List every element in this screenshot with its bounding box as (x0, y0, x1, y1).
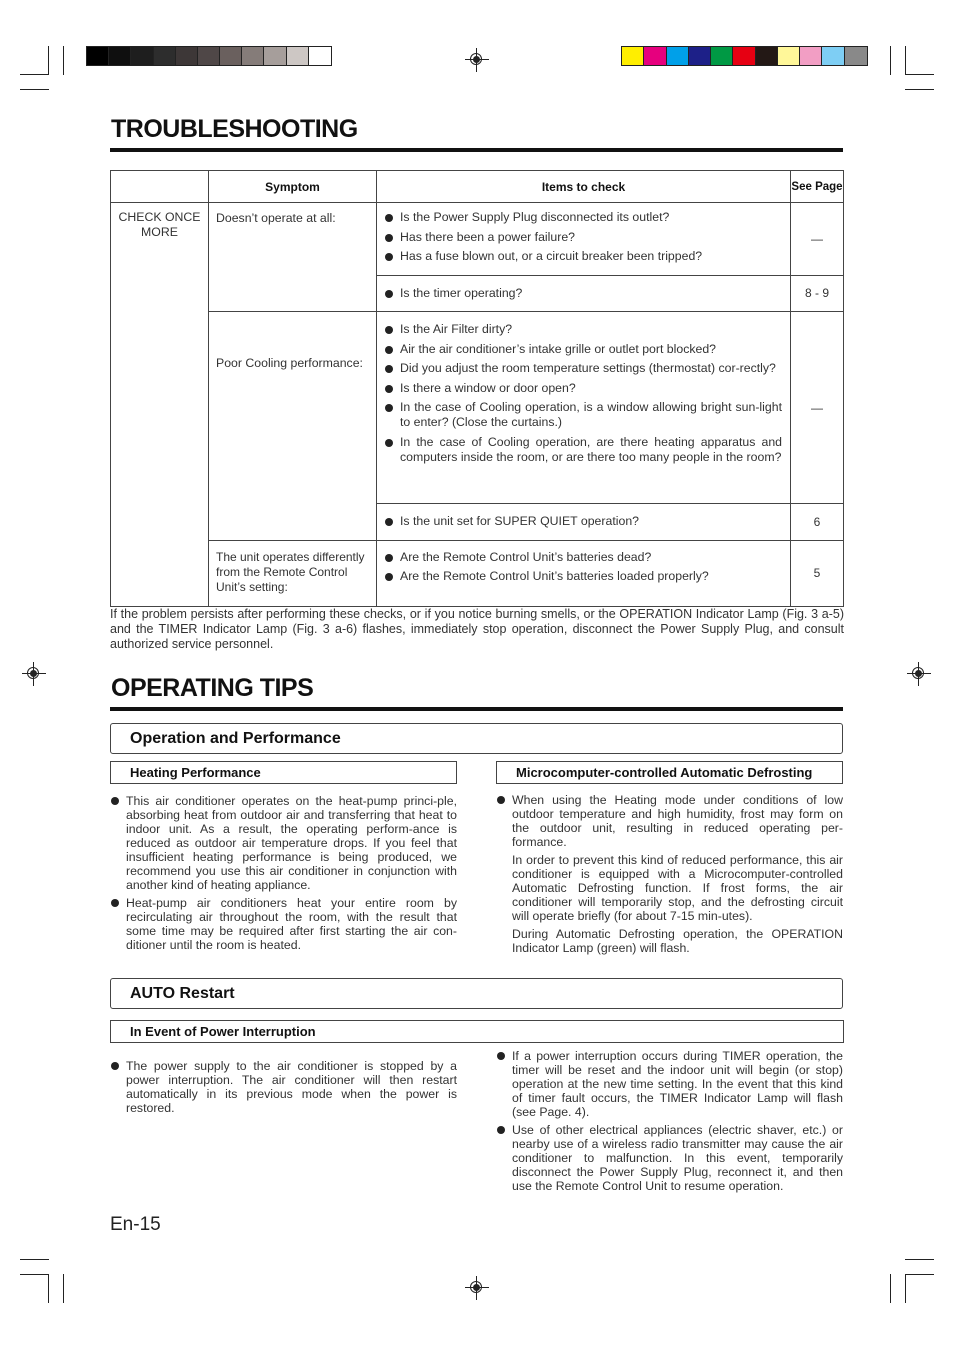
page-ref: 8 - 9 (791, 275, 844, 312)
check-list (377, 312, 790, 475)
operation-performance-heading: Operation and Performance (110, 723, 843, 754)
list-item (497, 793, 843, 955)
registration-mark-icon (907, 662, 931, 686)
list-item: This air conditioner operates on the heat-pump princi-ple, absorbing heat from outdoor air and transferring that heat to indoor unit. As a result, the operating perform-ance is reduced as outdoor air temperature drops. If you feel that insufficient heating performance is being produced, we recommend you use this air conditioner in conjunction with another kind of heating appliance. (111, 794, 457, 892)
symptom-cell (209, 203, 377, 312)
list-item: Is the unit set for SUPER QUIET operation? (385, 514, 782, 529)
list-item: Heat-pump air conditioners heat your entire room by recirculating air throughout the room, with the result that some time may be required after first starting the air con-ditioner until the room is heated. (111, 896, 457, 952)
check-list (377, 504, 790, 540)
list-item: Is the Air Filter dirty? (385, 322, 782, 337)
list-item: Is the timer operating? (385, 286, 782, 301)
check-list (377, 203, 790, 275)
header-blank (111, 171, 209, 203)
color-swatch (822, 47, 844, 65)
registration-mark-icon (465, 48, 489, 72)
color-swatch (131, 47, 153, 65)
color-swatch (264, 47, 286, 65)
list-item: The power supply to the air conditioner is stopped by a power interruption. The air conditioner will then restart automatically in its previous mode when the power is restored. (111, 1059, 457, 1115)
color-swatch (87, 47, 109, 65)
list-item: In the case of Cooling operation, is a window allowing bright sun-light to enter? (Close the curtains.) (385, 400, 782, 430)
color-swatch (287, 47, 309, 65)
page-ref: 6 (791, 504, 844, 541)
color-swatch (176, 47, 198, 65)
color-swatch (242, 47, 264, 65)
symptom-label: Doesn’t operate at all: (216, 211, 336, 225)
table-row (111, 203, 844, 276)
color-swatch (800, 47, 822, 65)
items-cell (377, 504, 791, 541)
color-swatch (644, 47, 666, 65)
symptom-cell (209, 540, 377, 606)
check-list (377, 541, 790, 595)
auto-restart-heading: AUTO Restart (110, 978, 843, 1009)
defrost-paragraph: During Automatic Defrosting operation, the OPERATION Indicator Lamp (green) will flash. (512, 927, 843, 955)
list-item: Air the air conditioner’s intake grille or outlet port blocked? (385, 342, 782, 357)
check-list (377, 276, 790, 312)
list-item: Use of other electrical appliances (electric shaver, etc.) or nearby use of a wireless radio transmitter may cause the air conditioner to malfunction. In this event, temporarily disconnect the Power Supply Plug, reconnect it, and then use the Remote Control Unit to resume operation. (497, 1123, 843, 1193)
list-item: If a power interruption occurs during TIMER operation, the timer will be reset and the indoor unit will begin (or stop) operation at the new time setting. In the event that this kind of timer fault occurs, the TIMER Indicator Lamp will flash (see Page. 4). (497, 1049, 843, 1119)
heating-performance-subheading: Heating Performance (110, 761, 457, 784)
color-swatch (622, 47, 644, 65)
header-page: See Page (791, 171, 844, 203)
color-swatch (845, 47, 867, 65)
table-row (111, 312, 844, 504)
table-header-row (111, 171, 844, 203)
defrost-paragraph: When using the Heating mode under conditions of low outdoor temperature and high humidity, frost may form on the outdoor unit, resulting in reduced operating per-formance. (512, 793, 843, 849)
items-cell (377, 312, 791, 504)
list-item: In the case of Cooling operation, are there heating apparatus and computers inside the room, or are there too many people in the room? (385, 435, 782, 465)
registration-mark-icon (22, 662, 46, 686)
list-item: Did you adjust the room temperature settings (thermostat) cor-rectly? (385, 361, 782, 376)
restart-left-list (111, 1059, 457, 1119)
symptom-label: The unit operates differently from the Remote Control Unit’s setting: (216, 549, 365, 594)
color-swatch (689, 47, 711, 65)
operating-tips-title: OPERATING TIPS (111, 674, 314, 702)
list-item: Is the Power Supply Plug disconnected its outlet? (385, 210, 782, 225)
power-interruption-subheading: In Event of Power Interruption (110, 1020, 844, 1043)
items-cell (377, 275, 791, 312)
color-swatch (733, 47, 755, 65)
defrost-paragraph: In order to prevent this kind of reduced performance, this air conditioner is equipped with a Microcomputer-controlled Automatic Defrosting function. If frost forms, the air conditioner will temporarily stop, and the defrosting circuit will operate briefly (for about 7-15 min-utes). (512, 853, 843, 923)
symptom-cell (209, 312, 377, 541)
page-ref: — (791, 312, 844, 504)
grayscale-calibration-bar (86, 46, 332, 66)
troubleshooting-table (110, 170, 844, 607)
color-swatch (778, 47, 800, 65)
items-cell (377, 203, 791, 276)
list-item: Has there been a power failure? (385, 230, 782, 245)
troubleshooting-note: If the problem persists after performing these checks, or if you notice burning smells, or the OPERATION Indicator Lamp (Fig. 3 a-5) and the TIMER Indicator Lamp (Fig. 3 a-6) flashes, immediately stop operation, disconnect the Power Supply Plug, and consult authorized service personnel. (110, 607, 844, 651)
category-cell (111, 203, 209, 607)
auto-defrost-subheading: Microcomputer-controlled Automatic Defrosting (496, 761, 843, 784)
page-number: En-15 (110, 1214, 161, 1235)
list-item: Is there a window or door open? (385, 381, 782, 396)
list-item: Has a fuse blown out, or a circuit breaker been tripped? (385, 249, 782, 264)
section-rule (110, 148, 843, 152)
header-symptom: Symptom (209, 171, 377, 203)
section-rule (110, 707, 843, 711)
registration-mark-icon (465, 1276, 489, 1300)
symptom-label: Poor Cooling performance: (216, 356, 363, 370)
color-swatch (220, 47, 242, 65)
defrost-bullet-list (497, 793, 843, 959)
color-swatch (711, 47, 733, 65)
heating-bullet-list (111, 794, 457, 956)
color-swatch (154, 47, 176, 65)
list-item: Are the Remote Control Unit’s batteries loaded properly? (385, 569, 782, 584)
items-cell (377, 540, 791, 606)
page-ref: — (791, 203, 844, 276)
category-label: CHECK ONCE MORE (118, 210, 201, 239)
list-item: Are the Remote Control Unit’s batteries dead? (385, 550, 782, 565)
troubleshooting-title: TROUBLESHOOTING (111, 115, 358, 143)
table-row (111, 540, 844, 606)
color-swatch (309, 47, 331, 65)
color-calibration-bar (621, 46, 868, 66)
header-items: Items to check (377, 171, 791, 203)
color-swatch (667, 47, 689, 65)
color-swatch (198, 47, 220, 65)
color-swatch (109, 47, 131, 65)
page-ref: 5 (791, 540, 844, 606)
color-swatch (756, 47, 778, 65)
restart-right-list (497, 1049, 843, 1197)
